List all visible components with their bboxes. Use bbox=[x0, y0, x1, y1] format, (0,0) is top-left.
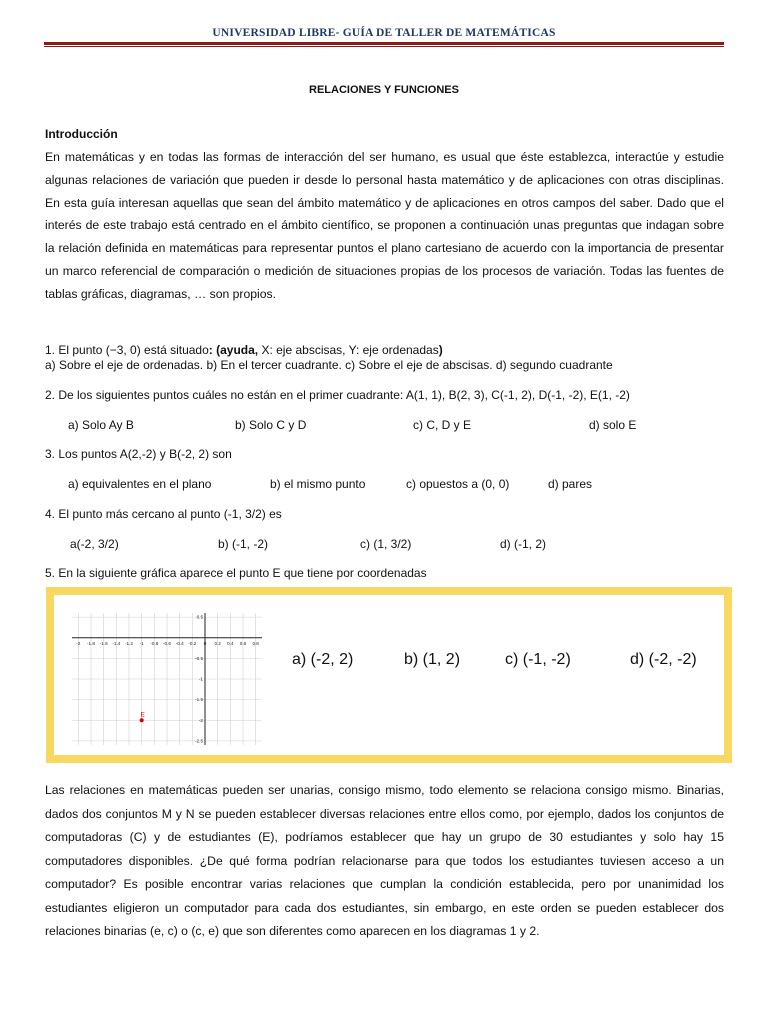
y-tick-label: -0.5 bbox=[195, 655, 203, 661]
q3-option-c: c) opuestos a (0, 0) bbox=[406, 477, 510, 491]
q1-hint: X: eje abscisas, Y: eje ordenadas bbox=[258, 343, 439, 357]
x-tick-label: 0.8 bbox=[252, 640, 259, 646]
q1-hint-close: ) bbox=[438, 343, 443, 357]
x-tick-label: -0.4 bbox=[175, 640, 184, 646]
x-tick-label: 0.2 bbox=[214, 640, 221, 646]
x-tick-label: -1 bbox=[139, 640, 144, 646]
point-e-marker bbox=[140, 718, 144, 722]
x-tick-label: 0.4 bbox=[227, 640, 234, 646]
x-tick-label: -2 bbox=[76, 640, 81, 646]
page-header: UNIVERSIDAD LIBRE- GUÍA DE TALLER DE MATEMÁTICAS bbox=[212, 27, 556, 39]
q3-option-d: d) pares bbox=[548, 477, 593, 491]
q4-option-c: c) (1, 3/2) bbox=[360, 537, 412, 551]
x-tick-label: -1.2 bbox=[125, 640, 133, 646]
question-2: 2. De los siguientes puntos cuáles no están en el primer cuadrante: A(1, 1), B(2, 3), C(-1, 2), D(-1, -2), E(1, -2) bbox=[45, 388, 630, 402]
question-5: 5. En la siguiente gráfica aparece el punto E que tiene por coordenadas bbox=[45, 566, 427, 580]
y-tick-label: -2.5 bbox=[195, 738, 203, 744]
q2-option-a: a) Solo Ay B bbox=[68, 418, 134, 432]
q5-option-a: a) (-2, 2) bbox=[292, 651, 354, 668]
question-1 bbox=[45, 343, 443, 357]
point-e-label: E bbox=[140, 711, 145, 719]
q4-option-b: b) (-1, -2) bbox=[218, 537, 269, 551]
q2-option-d: d) solo E bbox=[589, 418, 637, 432]
q1-prefix: 1. El punto (−3, 0) está situado bbox=[45, 343, 209, 357]
x-tick-label: -0.2 bbox=[188, 640, 197, 646]
q4-option-a: a(-2, 3/2) bbox=[70, 537, 119, 551]
q2-option-c: c) C, D y E bbox=[413, 418, 472, 432]
q3-option-b: b) el mismo punto bbox=[270, 477, 366, 491]
x-tick-label: -1.4 bbox=[112, 640, 121, 646]
q5-option-b: b) (1, 2) bbox=[404, 651, 461, 668]
question-5-figure-box bbox=[46, 587, 732, 763]
header-rule bbox=[44, 42, 724, 45]
y-tick-label: -1.5 bbox=[195, 697, 203, 703]
q1-hint-bold: : (ayuda, bbox=[208, 343, 259, 357]
y-tick-label: -1 bbox=[198, 676, 203, 682]
intro-heading: Introducción bbox=[45, 127, 118, 141]
q5-option-c: c) (-1, -2) bbox=[505, 651, 571, 668]
question-3: 3. Los puntos A(2,-2) y B(-2, 2) son bbox=[45, 447, 232, 461]
closing-paragraph: Las relaciones en matemáticas pueden ser unarias, consigo mismo, todo elemento se relaciona consigo mismo. Binarias, dados dos conjuntos M y N se pueden establecer diversas relaciones entre ellos como, por ejemplo, dados los conjuntos de computadoras (C) y de estudiantes (E), podríamos establecer que hay un grupo de 30 estudiantes y solo hay 15 computadores disponibles. ¿De qué forma podrían relacionarse para que todos los estudiantes tuviesen acceso a un computador? Es posible encontrar varias relaciones que cumplan la condición establecida, pero por unanimidad los estudiantes eligieron un computador para cada dos estudiantes, sin embargo, en este orden se pueden establecer dos relaciones binarias (e, c) o (c, e) que son diferentes como aparecen en los diagramas 1 y 2. bbox=[45, 783, 724, 938]
x-tick-label: -1.8 bbox=[87, 640, 95, 646]
q4-option-d: d) (-1, 2) bbox=[500, 537, 547, 551]
question-1-options: a) Sobre el eje de ordenadas. b) En el tercer cuadrante. c) Sobre el eje de abscisas. d) segundo cuadrante bbox=[45, 358, 613, 372]
q5-option-d: d) (-2, -2) bbox=[630, 651, 697, 668]
q3-option-a: a) equivalentes en el plano bbox=[68, 477, 212, 491]
intro-paragraph: En matemáticas y en todas las formas de interacción del ser humano, es usual que éste establezca, interactúe y estudie algunas relaciones de variación que pueden ir desde lo personal hasta matemático y de aplicaciones con otras disciplinas. En esta guía interesan aquellas que sean del ámbito matemático y de aplicaciones en otros campos del saber. Dado que el interés de este trabajo está centrado en el ámbito científico, se proponen a continuación unas preguntas que indagan sobre la relación definida en matemáticas para representar puntos el plano cartesiano de acuerdo con la importancia de presentar un marco referencial de comparación o medición de situaciones propias de los procesos de variación. Todas las fuentes de tablas gráficas, diagramas, … son propios. bbox=[45, 150, 724, 301]
q2-option-b: b) Solo C y D bbox=[235, 418, 307, 432]
x-tick-label: -1.6 bbox=[99, 640, 108, 646]
x-tick-label: -0.8 bbox=[150, 640, 159, 646]
y-tick-label: -2 bbox=[198, 717, 203, 723]
y-tick-label: 0.5 bbox=[196, 614, 203, 620]
x-tick-label: -0.6 bbox=[163, 640, 171, 646]
question-4: 4. El punto más cercano al punto (-1, 3/2) es bbox=[45, 507, 282, 521]
x-tick-label: 0.6 bbox=[239, 640, 247, 646]
coordinate-graph bbox=[68, 607, 264, 747]
header-rule-thin bbox=[44, 46, 724, 47]
document-title: RELACIONES Y FUNCIONES bbox=[309, 84, 459, 96]
x-tick-label: 0 bbox=[203, 640, 207, 646]
